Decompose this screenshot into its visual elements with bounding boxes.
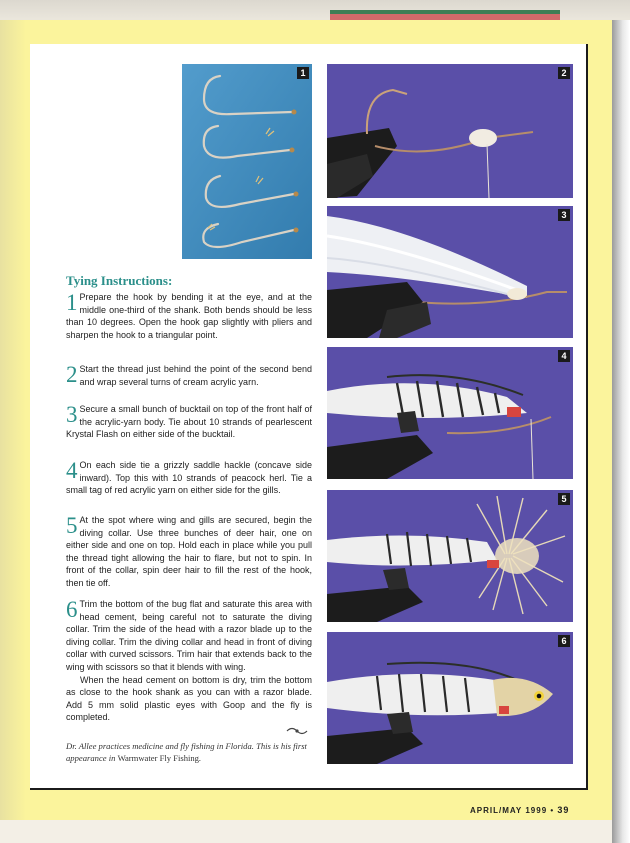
photo-step-6 <box>327 632 573 764</box>
photo-step-4 <box>327 347 573 479</box>
byline-end: . <box>198 752 202 763</box>
step-3 <box>66 403 312 441</box>
step-6 <box>66 598 312 724</box>
step-text: Secure a small bunch of bucktail on top of the front half of the acrylic-yarn body. Tie about 10 strands of pearlescent Krystal Flash on either side of the bucktail. <box>66 404 312 440</box>
step-1 <box>66 291 312 341</box>
bucktail-illustration <box>327 206 573 338</box>
finished-fly-illustration <box>327 632 573 764</box>
magazine-name: Warmwater Fly Fishing <box>117 752 199 763</box>
folio-separator: • <box>550 806 555 815</box>
step-text-continued: When the head cement on bottom is dry, trim the bottom as close to the hook shank as you can with a razor blade. Add 5 mm solid plastic eyes with Goop and the fly is completed. <box>66 674 312 723</box>
byline-text: Dr. Allee practices medicine and fly fishing in Florida. This is his first appearance in <box>66 741 307 763</box>
step-number: 2 <box>66 362 78 387</box>
photo-number-4: 4 <box>558 350 570 362</box>
page-folio <box>470 805 569 815</box>
step-text: Start the thread just behind the point of the second bend and wrap several turns of cream acrylic yarn. <box>79 364 312 387</box>
photo-hooks <box>182 64 312 259</box>
step-text: On each side tie a grizzly saddle hackle (concave side inward). Top this with 10 strands of peacock herl. Tie a small tag of red acrylic yarn on either side for the gills. <box>66 460 312 496</box>
step-4 <box>66 459 312 497</box>
page-number: 39 <box>557 805 570 815</box>
section-heading: Tying Instructions: <box>66 273 173 288</box>
hooks-illustration <box>182 64 312 259</box>
photo-number-5: 5 <box>558 493 570 505</box>
step-number: 5 <box>66 513 78 538</box>
photo-step-5 <box>327 490 573 622</box>
end-ornament-icon <box>286 726 308 736</box>
photo-number-3: 3 <box>558 209 570 221</box>
step-number: 4 <box>66 458 78 483</box>
deer-hair-collar-illustration <box>327 490 573 622</box>
step-number: 3 <box>66 402 78 427</box>
step-2 <box>66 363 312 388</box>
photo-number-6: 6 <box>558 635 570 647</box>
step-5 <box>66 514 312 590</box>
author-byline <box>66 741 316 764</box>
step-text: Prepare the hook by bending it at the eye, and at the middle one-third of the shank. Both bends should be less than 10 degrees. Open the hook gap slightly with pliers and sharpen the hook to a triangular point. <box>66 292 312 340</box>
vise-yarn-illustration <box>327 64 573 198</box>
photo-step-3 <box>327 206 573 338</box>
hackle-wing-illustration <box>327 347 573 479</box>
step-text: Trim the bottom of the bug flat and saturate this area with head cement, being careful not to saturate the diving collar. Trim the side of the head with a razor blade up to the diving collar. Trim the diving collar and head in front of diving collar with curved scissors. Trim hair that extends back to the wing with scissors so that it blends with wing. <box>66 599 312 672</box>
step-number: 1 <box>66 290 78 315</box>
photo-number-2: 2 <box>558 67 570 79</box>
page-right-edge <box>612 20 630 843</box>
step-text: At the spot where wing and gills are secured, begin the diving collar. Use three bunches of deer hair, one on either side and one on top. Hold each in place while you pull the thread tight allowing the hair to flare, but not to spin. In front of the collar, spin deer hair to fill the rest of the hook, then tie off. <box>66 515 312 588</box>
photo-step-2 <box>327 64 573 198</box>
step-number: 6 <box>66 597 78 622</box>
issue-date: APRIL/MAY 1999 <box>470 806 548 815</box>
photo-number-1: 1 <box>297 67 309 79</box>
page-spine <box>0 20 26 820</box>
